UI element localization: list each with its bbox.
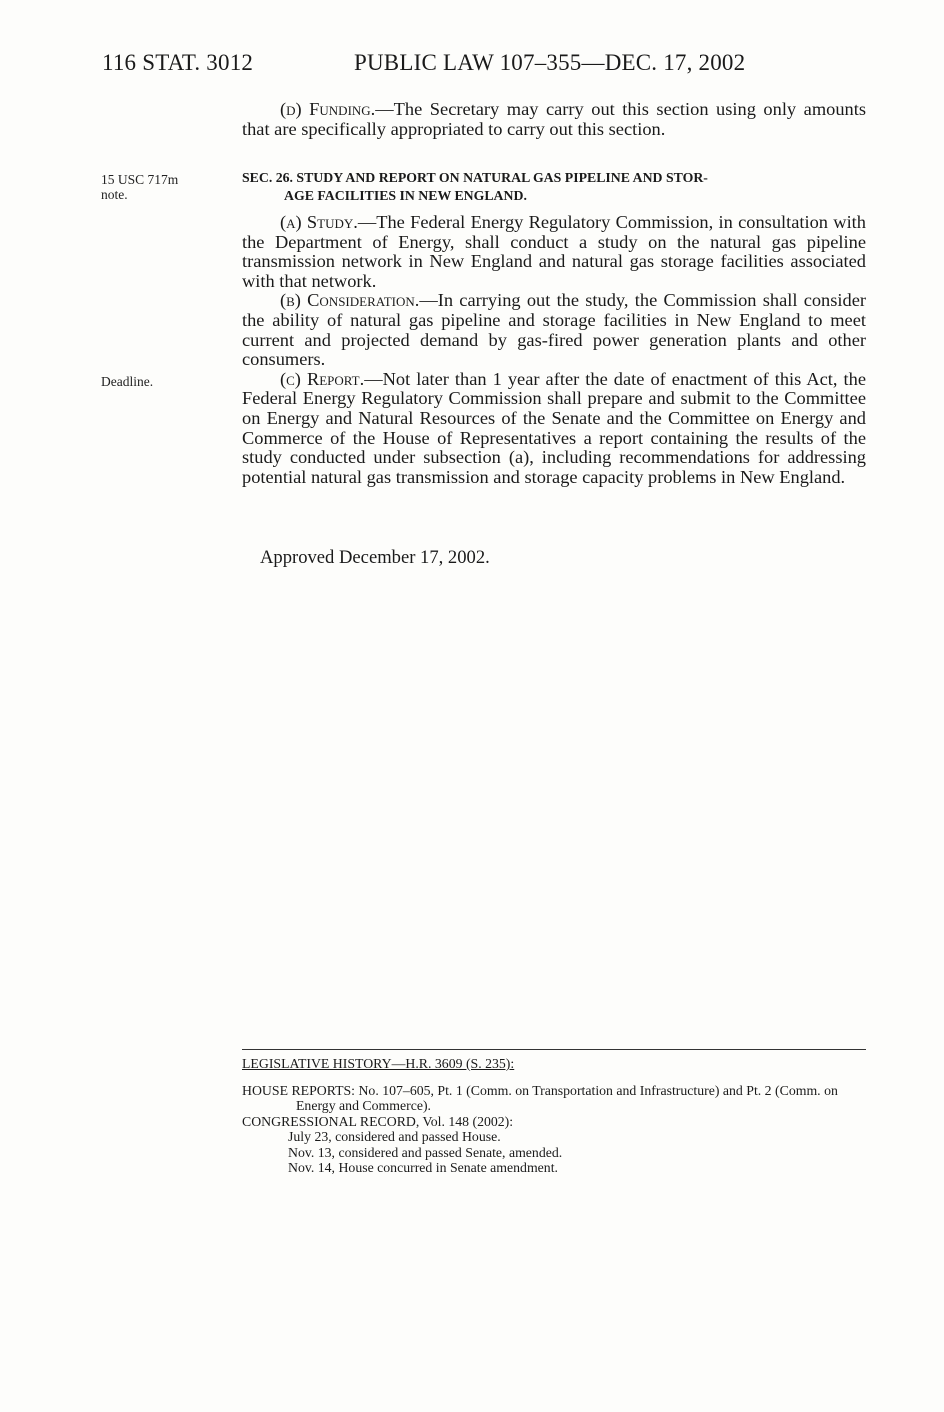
consideration-label: (b) Consideration. [280, 290, 420, 311]
report-label: (c) Report. [280, 368, 365, 389]
congressional-record: CONGRESSIONAL RECORD, Vol. 148 (2002): [242, 1113, 514, 1129]
usc-note-label: note. [101, 187, 128, 202]
legislative-history-title: LEGISLATIVE HISTORY—H.R. 3609 (S. 235): [242, 1056, 515, 1071]
funding-subsection [242, 100, 866, 139]
usc-citation: 15 USC 717m [101, 172, 179, 187]
study-subsection [242, 213, 866, 291]
consideration-text: —In carrying out the study, the Commission shall consider the ability of natural gas pipeline and storage facilities in New England to meet current and projected demand by gas-fired power generation plants and other consumers. [242, 290, 866, 370]
section-heading [242, 169, 866, 205]
usc-margin-note [101, 172, 178, 202]
section-body [242, 213, 866, 487]
legislative-history [242, 1049, 866, 1176]
section-heading-line-2: AGE FACILITIES IN NEW ENGLAND. [284, 188, 527, 203]
study-text: —The Federal Energy Regulatory Commission, in consultation with the Department of Energy, shall conduct a study on the natural gas pipeline transmission network in New England and natural gas storage facilities associated with that network. [242, 212, 866, 291]
public-law-reference: PUBLIC LAW 107–355—DEC. 17, 2002 [354, 50, 746, 75]
approval-date: Approved December 17, 2002. [260, 547, 490, 568]
house-reports: HOUSE REPORTS: No. 107–605, Pt. 1 (Comm. on Transportation and Infrastructure) and Pt. 2 (Comm. on Energy and Commerce). [242, 1082, 838, 1113]
history-entry: Nov. 14, House concurred in Senate amendment. [288, 1160, 558, 1175]
stat-page-reference: 116 STAT. 3012 [102, 50, 254, 75]
funding-label: (d) Funding. [280, 99, 376, 119]
report-text: —Not later than 1 year after the date of enactment of this Act, the Federal Energy Regulatory Commission shall prepare and submit to the Committee on Energy and Natural Resources of the Senate and the Committee on Energy and Commerce of the House of Representatives a report containing the results of the study conducted under subsection (a), including recommendations for addressing potential natural gas transmission and storage capacity problems in New England. [242, 368, 866, 487]
history-entry: Nov. 13, considered and passed Senate, amended. [288, 1144, 563, 1160]
report-subsection [242, 370, 866, 488]
funding-text: —The Secretary may carry out this section using only amounts that are specifically appropriated to carry out this section. [242, 99, 866, 139]
history-entry: July 23, considered and passed House. [288, 1129, 501, 1144]
consideration-subsection [242, 291, 866, 369]
section-heading-line-1: SEC. 26. STUDY AND REPORT ON NATURAL GAS PIPELINE AND STOR- [242, 170, 708, 185]
study-label: (a) Study. [280, 212, 358, 232]
deadline-margin-note: Deadline. [101, 374, 154, 389]
